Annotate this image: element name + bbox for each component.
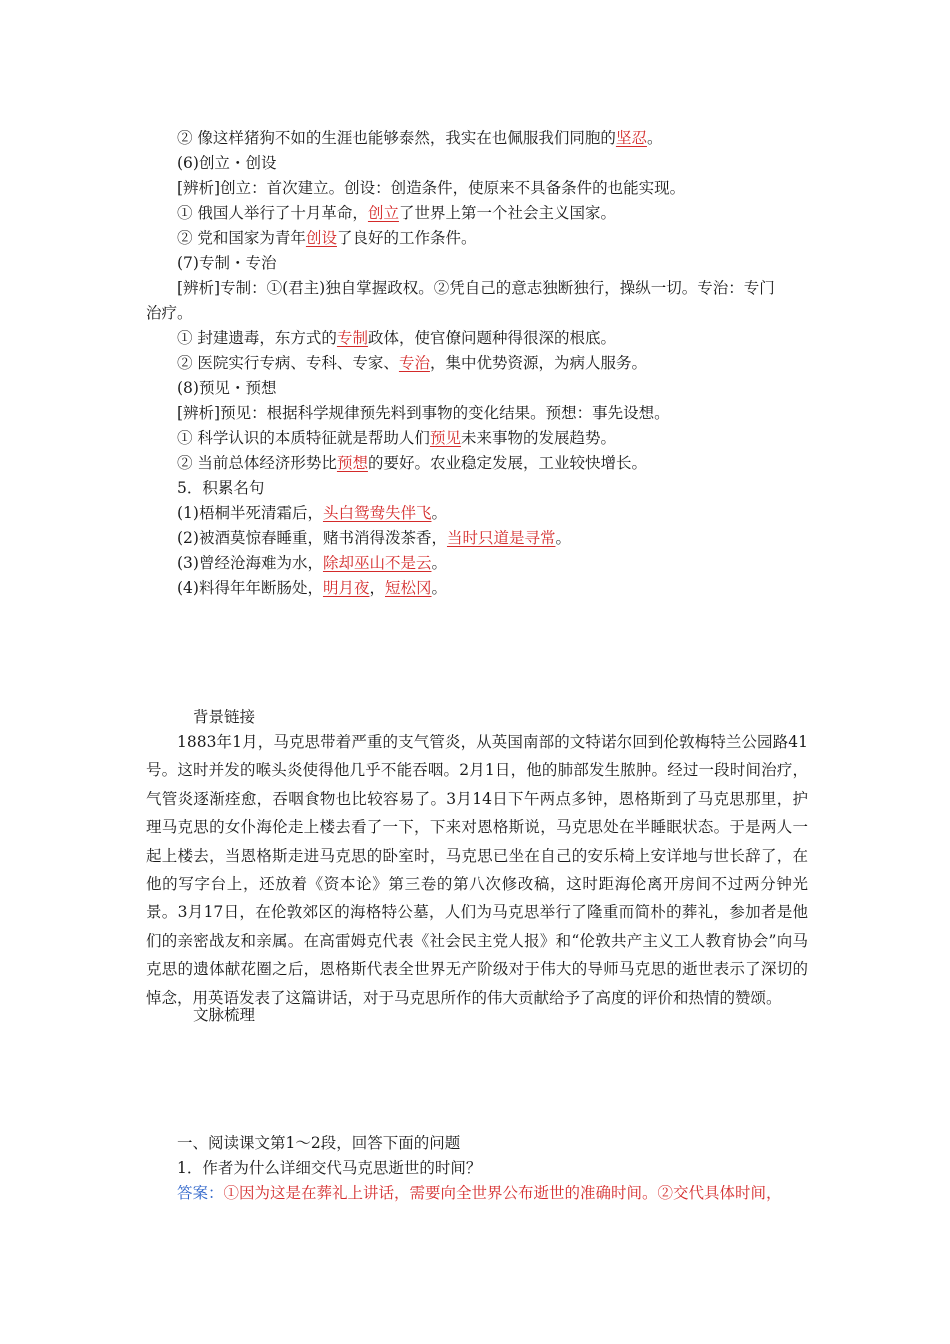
example-line (177, 326, 616, 350)
analysis-text: [辨析]预见：根据科学规律预先料到事物的变化结果。预想：事先设想。 (177, 404, 670, 422)
background-paragraph: 1883年1月，马克思带着严重的支气管炎，从英国南部的文特诺尔回到伦敦梅特兰公园路41号。这时并发的喉头炎使得他几乎不能吞咽。2月1日，他的肺部发生脓肿。经过一段时间治疗，气管炎逐渐痊愈，吞咽食物也比较容易了。3月14日下午两点多钟，恩格斯到了马克思那里，护理马克思的女仆海伦走上楼去看了一下，下来对恩格斯说，马克思处在半睡眠状态。于是两人一起上楼去，当恩格斯走进马克思的卧室时，马克思已坐在自己的安乐椅上安详地与世长辞了，在他的写字台上，还放着《资本论》第三卷的第八次修改稿，这时距海伦离开房间不过两分钟光景。3月17日，在伦敦郊区的海格特公墓，人们为马克思举行了隆重而简朴的葬礼，参加者是他们的亲密战友和亲属。在高雷姆克代表《社会民主党人报》和“伦敦共产主义工人教育协会”向马克思的遗体献花圈之后，恩格斯代表全世界无产阶级对于伟大的导师马克思的逝世表示了深切的悼念，用英语发表了这篇讲话，对于马克思所作的伟大贡献给予了高度的评价和热情的赞颂。 (146, 733, 808, 1007)
example-text: ② 医院实行专病、专科、专家、 (177, 354, 399, 372)
quote-text: (3)曾经沧海难为水， (177, 554, 323, 572)
highlighted-word: 专制 (336, 329, 368, 347)
punctuation: ， (369, 579, 385, 597)
quote-line (177, 551, 447, 575)
punctuation: 。 (646, 129, 663, 147)
example-text: ① 科学认识的本质特征就是帮助人们 (177, 429, 430, 447)
item-title: (6)创立・创设 (177, 154, 277, 172)
example-line (177, 201, 616, 225)
answer-line (177, 1181, 782, 1205)
answer-label: 答案： (177, 1184, 224, 1202)
punctuation: 。 (431, 504, 447, 522)
highlighted-word: 创设 (305, 229, 337, 247)
punctuation: 。 (431, 554, 447, 572)
item-title: (7)专制・专治 (177, 254, 277, 272)
example-line (177, 126, 662, 150)
background-heading: 背景链接 (193, 708, 256, 726)
highlighted-word: 专治 (398, 354, 430, 372)
highlighted-word: 坚忍 (615, 129, 647, 147)
highlighted-word: 创立 (367, 204, 399, 222)
punctuation: 。 (431, 579, 448, 597)
quote-answer: 明月夜 (322, 579, 370, 597)
quote-answer: 当时只道是寻常 (446, 529, 556, 547)
item-title: (8)预见・预想 (177, 379, 277, 397)
quote-answer: 头白鸳鸯失伴飞 (322, 504, 432, 522)
quote-line (177, 501, 447, 525)
example-text: ② 像这样猪狗不如的生涯也能够泰然，我实在也佩服我们同胞的 (177, 129, 616, 147)
highlighted-word: 预想 (336, 454, 368, 472)
reading-title: 一、阅读课文第1～2段，回答下面的问题 (177, 1134, 461, 1152)
example-line (177, 351, 647, 375)
example-text: ① 封建遗毒，东方式的 (177, 329, 337, 347)
example-text: 了良好的工作条件。 (336, 229, 477, 247)
example-text: ① 俄国人举行了十月革命， (177, 204, 368, 222)
example-text: ② 当前总体经济形势比 (177, 454, 337, 472)
quote-line (177, 576, 447, 600)
quote-text: (1)梧桐半死清霜后， (177, 504, 323, 522)
example-line (177, 226, 476, 250)
analysis-text: [辨析]创立：首次建立。创设：创造条件，使原来不具备条件的也能实现。 (177, 179, 686, 197)
example-text: 的要好。农业稳定发展，工业较快增长。 (367, 454, 647, 472)
example-text: 了世界上第一个社会主义国家。 (398, 204, 616, 222)
quote-text: (2)被酒莫惊春睡重，赌书消得泼茶香， (177, 529, 447, 547)
example-text: 政体，使官僚问题种得很深的根底。 (367, 329, 616, 347)
analysis-text-cont: 治疗。 (146, 304, 193, 322)
answer-text: ①因为这是在葬礼上讲话，需要向全世界公布逝世的准确时间。②交代具体时间， (223, 1184, 782, 1202)
quote-text: (4)料得年年断肠处， (177, 579, 323, 597)
analysis-text: [辨析]专制：①(君主)独自掌握政权。②凭自己的意志独断独行，操纵一切。专治：专门 (177, 279, 775, 297)
example-text: ，集中优势资源，为病人服务。 (429, 354, 647, 372)
example-text: 未来事物的发展趋势。 (460, 429, 616, 447)
quote-answer: 短松冈 (385, 579, 432, 597)
highlighted-word: 预见 (429, 429, 461, 447)
quote-line (177, 526, 571, 550)
question-text: 1．作者为什么详细交代马克思逝世的时间？ (177, 1159, 482, 1177)
example-line (177, 426, 616, 450)
section-title: 5．积累名句 (177, 479, 265, 497)
example-text: ② 党和国家为青年 (177, 229, 306, 247)
quote-answer: 除却巫山不是云 (322, 554, 432, 572)
punctuation: 。 (555, 529, 571, 547)
example-line (177, 451, 647, 475)
outline-heading: 文脉梳理 (193, 1006, 256, 1024)
